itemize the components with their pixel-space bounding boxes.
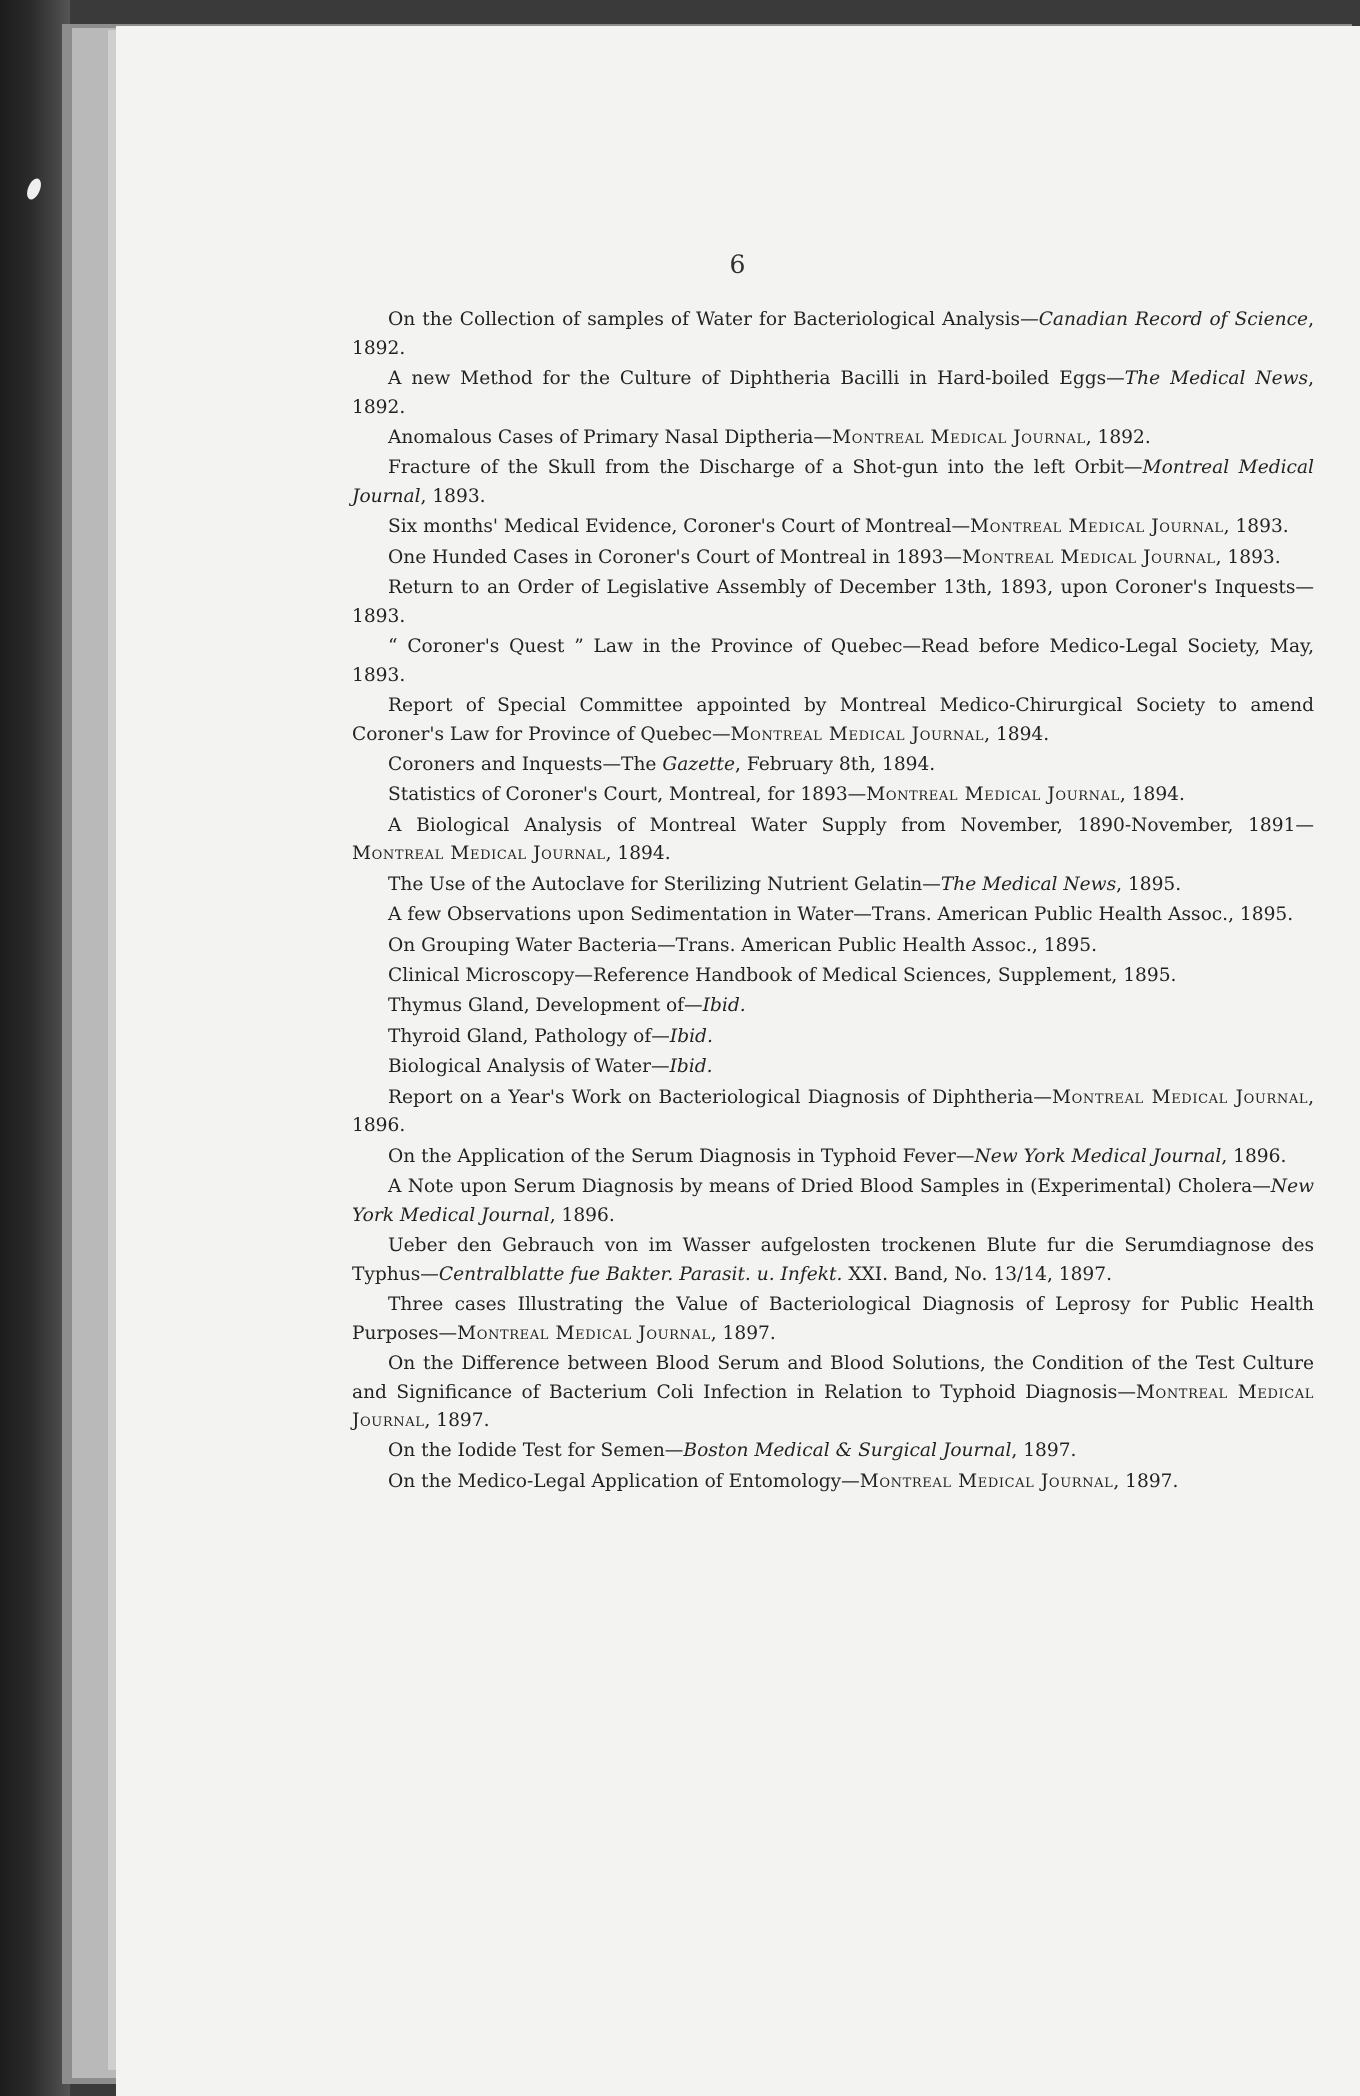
entry-source: Ibid. (669, 1025, 713, 1047)
scan-background-left (0, 0, 70, 2096)
entry-title: Six months' Medical Evidence, Coroner's Court of Montreal— (388, 516, 971, 538)
bibliography-entry (352, 932, 1314, 961)
entry-source: Montreal Medical Journal (970, 516, 1224, 538)
page-number: 6 (729, 250, 747, 279)
entry-title: The Use of the Autoclave for Sterilizing Nutrient Gelatin— (388, 873, 941, 895)
entry-date: , 1897. (424, 1410, 490, 1432)
entry-source: Montreal Medical Journal (730, 723, 985, 745)
entry-date: , 1897. (710, 1322, 776, 1344)
entry-title: One Hunded Cases in Coroner's Court of Montreal in 1893— (388, 546, 963, 568)
bibliography-entry (352, 1143, 1314, 1172)
bibliography-entry (352, 513, 1314, 542)
entry-title: Return to an Order of Legislative Assembly of December 13th, 1893, upon Coroner's Inquests—1893. (352, 577, 1314, 627)
entry-source: Montreal Medical Journal (832, 426, 1086, 448)
entry-date: , 1892. (352, 309, 1314, 359)
entry-source: Montreal Medical Journal (352, 843, 606, 865)
entry-title: On the Application of the Serum Diagnosis in Typhoid Fever— (388, 1145, 975, 1167)
document-page (116, 26, 1360, 2096)
bibliography-entry (352, 751, 1314, 780)
bibliography-entry (352, 1291, 1314, 1348)
entry-title: Report on a Year's Work on Bacteriological Diagnosis of Diphtheria— (388, 1086, 1052, 1108)
entry-title: Anomalous Cases of Primary Nasal Diptheria— (388, 426, 833, 448)
entry-date: , 1897. (1011, 1440, 1077, 1462)
entry-source: Montreal Medical Journal (859, 1470, 1114, 1492)
entry-title: Three cases Illustrating the Value of Bacteriological Diagnosis of Leprosy for Public Health Purposes— (352, 1293, 1314, 1344)
entry-title: A few Observations upon Sedimentation in Water—Trans. American Public Health Assoc., 1895. (388, 904, 1294, 926)
entry-title: “ Coroner's Quest ” Law in the Province of Quebec—Read before Medico-Legal Society, May, 1893. (352, 636, 1314, 686)
entry-title: Thymus Gland, Development of— (388, 995, 703, 1017)
entry-source: Boston Medical & Surgical Journal (683, 1440, 1012, 1462)
bibliography-entry (352, 1468, 1314, 1497)
entry-title: Report of Special Committee appointed by Montreal Medico-Chirurgical Society to amend Coroner's Law for Province of Quebec— (352, 695, 1314, 745)
entry-source: Montreal Medical Journal (352, 457, 1314, 507)
entry-date: , 1896. (1221, 1145, 1287, 1167)
entry-date: , 1893. (1215, 546, 1281, 568)
entry-source: Montreal Medical Journal (457, 1322, 711, 1344)
entry-title: Statistics of Coroner's Court, Montreal, for 1893— (388, 784, 867, 806)
entry-date: , 1894. (984, 723, 1050, 745)
bibliography-entry (352, 633, 1314, 690)
entry-date: , 1894. (605, 843, 671, 865)
entry-date: , 1893. (420, 485, 486, 507)
entry-title: Thyroid Gland, Pathology of— (388, 1025, 670, 1047)
bibliography-entry (352, 901, 1314, 930)
bibliography-entry (352, 424, 1314, 453)
entry-source: New York Medical Journal (974, 1145, 1222, 1167)
bibliography-entry (352, 962, 1314, 991)
bibliography-entry (352, 812, 1314, 869)
entry-date: , 1893. (1223, 516, 1289, 538)
entry-date: , 1896. (549, 1204, 615, 1226)
entry-title: On the Iodide Test for Semen— (388, 1440, 684, 1462)
bibliography-entry (352, 992, 1314, 1021)
entry-source: Montreal Medical Journal (1051, 1086, 1309, 1108)
bibliography-entry (352, 454, 1314, 511)
bibliography-entry (352, 544, 1314, 573)
entry-title: On Grouping Water Bacteria—Trans. American Public Health Assoc., 1895. (388, 934, 1097, 956)
bibliography-entry (352, 1437, 1314, 1466)
entry-date: , 1896. (352, 1086, 1314, 1137)
entry-date: , 1892. (1085, 426, 1151, 448)
entry-source: Montreal Medical Journal (962, 546, 1216, 568)
entry-title: Clinical Microscopy—Reference Handbook of Medical Sciences, Supplement, 1895. (388, 965, 1177, 987)
bibliography-list (352, 306, 1314, 1498)
bibliography-entry (352, 692, 1314, 749)
bibliography-entry (352, 365, 1314, 422)
bibliography-entry (352, 574, 1314, 631)
entry-source: Canadian Record of Science (1038, 309, 1309, 330)
entry-date: , 1895. (1116, 873, 1182, 895)
entry-date: XXI. Band, No. 13/14, 1897. (842, 1263, 1112, 1285)
bibliography-entry (352, 1084, 1314, 1141)
entry-title: On the Collection of samples of Water for Bacteriological Analysis— (388, 309, 1039, 330)
entry-source: New York Medical Journal (352, 1175, 1314, 1226)
entry-source: Montreal Medical Journal (352, 1381, 1314, 1432)
entry-title: Fracture of the Skull from the Discharge of a Shot-gun into the left Orbit— (388, 457, 1143, 479)
entry-source: The Medical News (940, 873, 1117, 895)
entry-source: The Medical News (1124, 367, 1309, 389)
bibliography-entry (352, 1023, 1314, 1052)
bibliography-entry (352, 1232, 1314, 1289)
entry-date: , February 8th, 1894. (735, 754, 936, 776)
bibliography-entry (352, 306, 1314, 363)
bibliography-entry (352, 1350, 1314, 1436)
entry-source: Centralblatte fue Bakter. Parasit. u. Infekt. (438, 1263, 843, 1285)
entry-title: Coroners and Inquests—The (388, 754, 663, 776)
entry-title: A Note upon Serum Diagnosis by means of Dried Blood Samples in (Experimental) Cholera— (388, 1175, 1271, 1197)
entry-source: Ibid. (669, 1056, 713, 1078)
entry-date: , 1897. (1113, 1470, 1179, 1492)
entry-title: On the Medico-Legal Application of Entomology— (388, 1470, 860, 1492)
bibliography-entry (352, 1053, 1314, 1082)
entry-date: , 1892. (352, 367, 1314, 418)
entry-source: Montreal Medical Journal (866, 784, 1120, 806)
entry-title: On the Difference between Blood Serum and Blood Solutions, the Condition of the Test Culture and Significance of Bacterium Coli Infection in Relation to Typhoid Diagnosis— (352, 1352, 1314, 1403)
bibliography-entry (352, 781, 1314, 810)
entry-title: Biological Analysis of Water— (388, 1056, 670, 1078)
entry-title: Ueber den Gebrauch von im Wasser aufgelosten trockenen Blute fur die Serumdiagnose des Typhus— (352, 1234, 1314, 1285)
entry-source: Gazette (662, 754, 736, 776)
entry-title: A Biological Analysis of Montreal Water Supply from November, 1890-November, 1891— (388, 814, 1314, 836)
entry-date: , 1894. (1119, 784, 1185, 806)
entry-source: Ibid. (702, 995, 746, 1017)
bibliography-entry (352, 1173, 1314, 1230)
entry-title: A new Method for the Culture of Diphtheria Bacilli in Hard-boiled Eggs— (388, 367, 1125, 389)
bibliography-entry (352, 871, 1314, 900)
